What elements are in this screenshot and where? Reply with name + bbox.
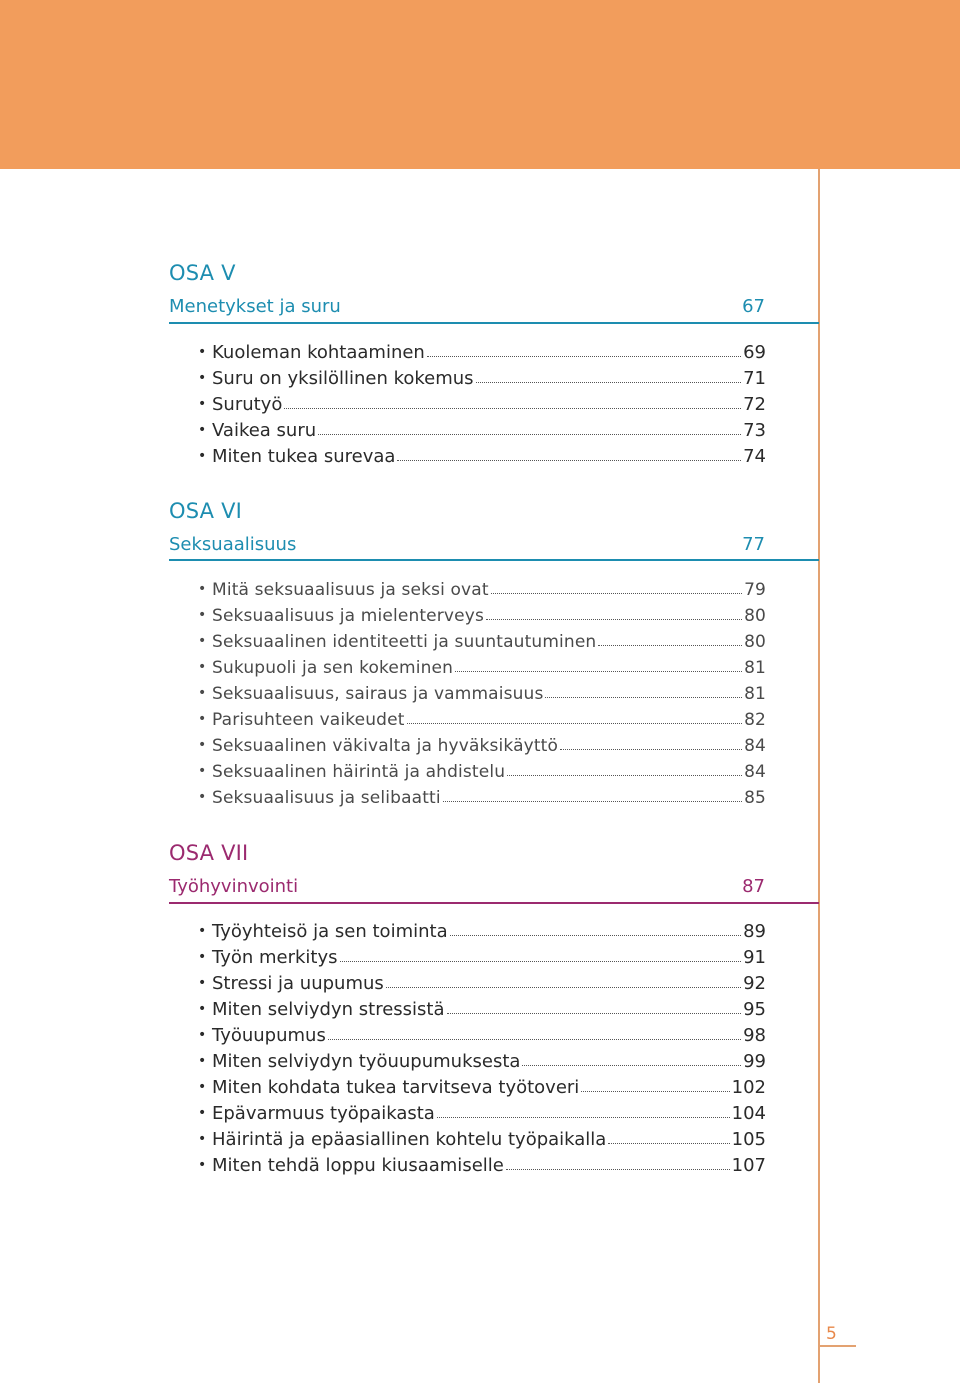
entry-label: Sukupuoli ja sen kokeminen [212,658,454,678]
bullet: • [198,581,207,597]
bullet: • [198,1105,207,1121]
dot-leader [328,1039,741,1040]
dot-leader [397,460,741,461]
dot-leader [545,697,742,698]
entry-label: Miten tehdä loppu kiusaamiselle [212,1155,504,1176]
toc-entry[interactable] [198,389,766,415]
entry-label: Työn merkitys [212,947,338,968]
toc-entry[interactable] [198,1150,766,1176]
bullet: • [198,344,207,360]
entry-label: Seksuaalinen väkivalta ja hyväksikäyttö [212,736,559,756]
toc-entry[interactable] [198,626,766,652]
entry-page: 72 [743,394,766,415]
bullet: • [198,1053,207,1069]
toc-entry[interactable] [198,678,766,704]
dot-leader [581,1091,729,1092]
bullet: • [198,396,207,412]
bullet: • [198,923,207,939]
bullet: • [198,1027,207,1043]
entry-page: 85 [744,788,766,808]
entry-label: Suru on yksilöllinen kokemus [212,368,474,389]
bullet: • [198,422,207,438]
toc-entry[interactable] [198,1020,766,1046]
toc-entry[interactable] [198,415,766,441]
bullet: • [198,711,207,727]
part-vi-header [169,534,765,555]
entry-page: 102 [731,1077,766,1098]
dot-leader [506,1169,730,1170]
toc-entry[interactable] [198,337,766,363]
part-vii-list [198,916,766,1176]
part-vii-subtitle: Työhyvinvointi [169,876,299,897]
entry-page: 73 [743,420,766,441]
part-vii-page: 87 [742,876,765,897]
dot-leader [437,1117,730,1118]
entry-label: Seksuaalisuus ja selibaatti [212,788,441,808]
dot-leader [443,801,742,802]
entry-page: 80 [744,606,766,626]
entry-page: 79 [744,580,766,600]
part-v-page: 67 [742,296,765,317]
bullet: • [198,607,207,623]
bullet: • [198,975,207,991]
part-v-header [169,296,765,317]
entry-label: Työyhteisö ja sen toiminta [212,921,448,942]
dot-leader [340,961,742,962]
toc-entry[interactable] [198,782,766,808]
entry-page: 69 [743,342,766,363]
entry-label: Vaikea suru [212,420,317,441]
bullet: • [198,1079,207,1095]
entry-page: 95 [743,999,766,1020]
dot-leader [447,1013,742,1014]
toc-entry[interactable] [198,441,766,467]
toc-entry[interactable] [198,1046,766,1072]
entry-label: Työuupumus [212,1025,326,1046]
dot-leader [608,1143,729,1144]
dot-leader [560,749,742,750]
part-v-rule [169,322,819,324]
bullet: • [198,659,207,675]
part-vii-title: OSA VII [169,841,249,865]
bullet: • [198,763,207,779]
entry-page: 105 [731,1129,766,1150]
part-vi-page: 77 [742,534,765,555]
part-vii-header [169,876,765,897]
toc-entry[interactable] [198,574,766,600]
dot-leader [507,775,742,776]
bullet: • [198,685,207,701]
dot-leader [386,987,741,988]
dot-leader [522,1065,741,1066]
page-number-rule [818,1345,856,1347]
entry-page: 81 [744,684,766,704]
toc-entry[interactable] [198,916,766,942]
bullet: • [198,1001,207,1017]
entry-page: 84 [744,762,766,782]
part-vi-list [198,574,766,808]
toc-entry[interactable] [198,1098,766,1124]
part-v-subtitle: Menetykset ja suru [169,296,341,317]
page-number: 5 [826,1324,837,1344]
entry-page: 84 [744,736,766,756]
entry-label: Surutyö [212,394,283,415]
entry-label: Stressi ja uupumus [212,973,384,994]
dot-leader [407,723,743,724]
entry-page: 98 [743,1025,766,1046]
entry-page: 107 [731,1155,766,1176]
bullet: • [198,737,207,753]
entry-label: Mitä seksuaalisuus ja seksi ovat [212,580,489,600]
bullet: • [198,370,207,386]
entry-page: 74 [743,446,766,467]
entry-label: Miten kohdata tukea tarvitseva työtoveri [212,1077,580,1098]
entry-label: Seksuaalinen identiteetti ja suuntautuminen [212,632,597,652]
bullet: • [198,1157,207,1173]
toc-entry[interactable] [198,1072,766,1098]
toc-entry[interactable] [198,756,766,782]
dot-leader [284,408,741,409]
dot-leader [486,619,742,620]
toc-entry[interactable] [198,704,766,730]
entry-label: Epävarmuus työpaikasta [212,1103,435,1124]
entry-label: Miten tukea surevaa [212,446,396,467]
header-color-band [0,0,960,169]
entry-label: Seksuaalinen häirintä ja ahdistelu [212,762,506,782]
entry-label: Miten selviydyn työuupumuksesta [212,1051,521,1072]
part-vi-subtitle: Seksuaalisuus [169,534,297,555]
dot-leader [476,382,742,383]
toc-entry[interactable] [198,994,766,1020]
dot-leader [450,935,741,936]
toc-entry[interactable] [198,1124,766,1150]
toc-entry[interactable] [198,363,766,389]
part-v-title: OSA V [169,261,236,285]
part-vi-rule [169,559,819,561]
entry-label: Miten selviydyn stressistä [212,999,445,1020]
bullet: • [198,633,207,649]
entry-page: 82 [744,710,766,730]
dot-leader [318,434,741,435]
entry-label: Seksuaalisuus ja mielenterveys [212,606,484,626]
entry-page: 89 [743,921,766,942]
dot-leader [491,593,742,594]
bullet: • [198,949,207,965]
entry-page: 92 [743,973,766,994]
toc-entry[interactable] [198,730,766,756]
toc-entry[interactable] [198,968,766,994]
dot-leader [455,671,742,672]
entry-label: Seksuaalisuus, sairaus ja vammaisuus [212,684,544,704]
entry-label: Parisuhteen vaikeudet [212,710,405,730]
entry-page: 99 [743,1051,766,1072]
entry-page: 81 [744,658,766,678]
part-vi-title: OSA VI [169,499,243,523]
toc-entry[interactable] [198,652,766,678]
bullet: • [198,1131,207,1147]
toc-entry[interactable] [198,600,766,626]
entry-page: 91 [743,947,766,968]
part-v-list [198,337,766,467]
entry-label: Kuoleman kohtaaminen [212,342,425,363]
dot-leader [598,645,742,646]
bullet: • [198,789,207,805]
entry-page: 80 [744,632,766,652]
entry-page: 104 [731,1103,766,1124]
toc-entry[interactable] [198,942,766,968]
entry-page: 71 [743,368,766,389]
bullet: • [198,448,207,464]
dot-leader [427,356,741,357]
margin-rule [818,169,820,1383]
entry-label: Häirintä ja epäasiallinen kohtelu työpaikalla [212,1129,607,1150]
part-vii-rule [169,902,819,904]
